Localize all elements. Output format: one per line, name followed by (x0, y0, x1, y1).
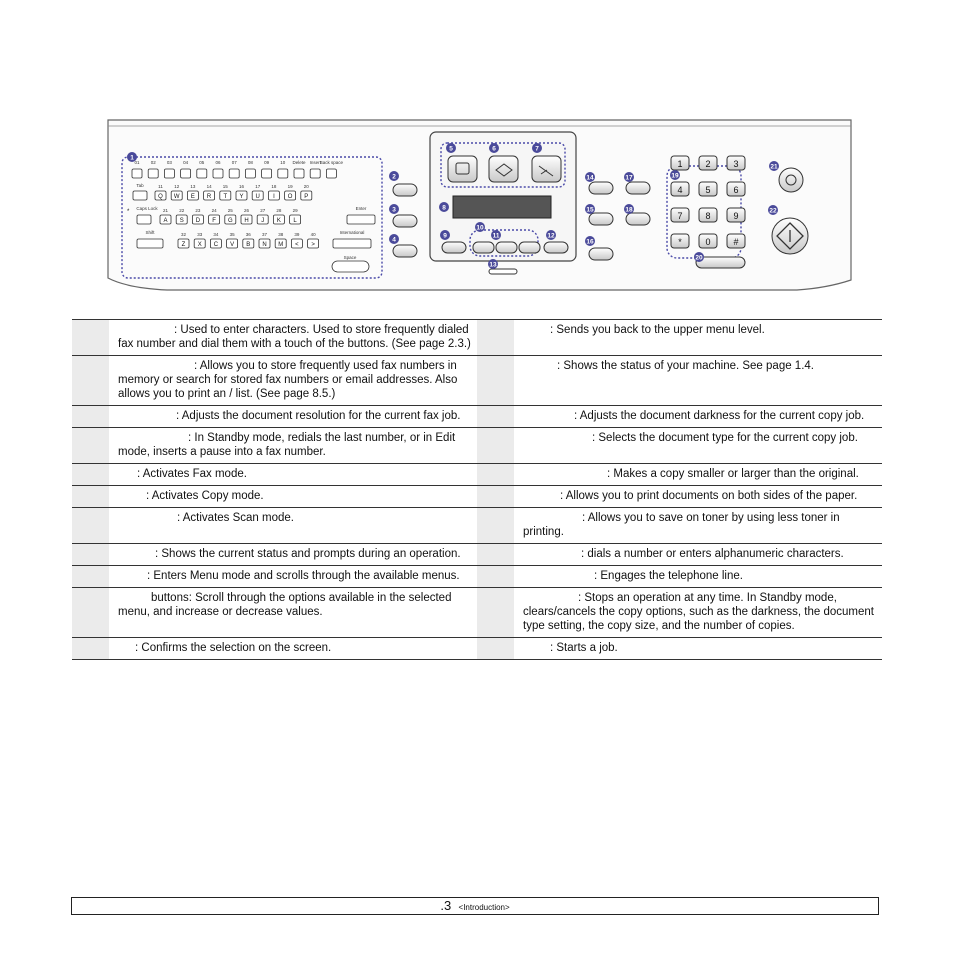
number-cell (72, 464, 109, 486)
description-cell (109, 486, 477, 508)
svg-text:B: B (246, 242, 251, 248)
svg-text:6: 6 (733, 185, 739, 195)
description-text: : Allows you to store frequently used fax numbers in memory or search for stored fax numbers or email addresses. Also allows you to print an / list. (See page 8.5.) (118, 360, 458, 400)
description-text: : Activates Fax mode. (137, 468, 247, 480)
one-touch-key[interactable] (229, 169, 239, 178)
svg-text:H: H (244, 218, 249, 224)
enter-key[interactable] (347, 215, 375, 224)
fn-key-label: Delete (292, 160, 306, 165)
one-touch-key[interactable] (197, 169, 207, 178)
control-panel-illustration (107, 118, 852, 294)
svg-text:V: V (230, 242, 235, 248)
description-cell (514, 406, 882, 428)
right-arrow-button[interactable] (519, 242, 540, 253)
number-cell (477, 486, 514, 508)
key-i[interactable] (268, 191, 279, 200)
key-y[interactable] (236, 191, 247, 200)
star-mark: * (127, 209, 130, 215)
description-cell (514, 464, 882, 486)
key-q[interactable] (155, 191, 166, 200)
svg-text:T: T (223, 194, 228, 200)
key-<[interactable] (291, 239, 302, 248)
svg-text:1: 1 (130, 154, 134, 162)
key-l[interactable] (290, 215, 301, 224)
description-text: : Shows the status of your machine. See page 1.4. (557, 360, 814, 372)
description-text: : In Standby mode, redials the last number, or in Edit mode, inserts a pause into a fax number. (118, 432, 456, 458)
number-cell (72, 638, 109, 660)
description-text: : Stops an operation at any time. In Standby mode, clears/cancels the copy options, such as the darkness, the document type setting, the copy size, and the number of copies. (523, 592, 874, 632)
shift-label: Shift (145, 230, 155, 235)
left-arrow-button[interactable] (473, 242, 494, 253)
space-key[interactable] (332, 261, 369, 272)
description-cell (514, 428, 882, 464)
svg-text:A: A (163, 218, 168, 224)
resolution-button[interactable] (393, 215, 417, 227)
number-cell (477, 544, 514, 566)
description-text: : Starts a job. (550, 642, 618, 654)
description-row (72, 638, 882, 660)
one-touch-key[interactable] (294, 169, 304, 178)
key-n[interactable] (259, 239, 270, 248)
callout-8 (439, 202, 449, 212)
keypad-key-7[interactable] (671, 208, 689, 222)
svg-text:J: J (261, 218, 265, 224)
key-number-label: 12 (174, 184, 180, 189)
callout-7 (532, 143, 542, 153)
back-button[interactable] (544, 242, 568, 253)
key-number-label: 23 (195, 208, 201, 213)
description-row (72, 544, 882, 566)
one-touch-key[interactable] (132, 169, 142, 178)
fn-key-label: Back space (319, 160, 344, 165)
callout-15 (585, 204, 595, 214)
fn-key-label: 05 (199, 160, 205, 165)
key-number-label: 16 (238, 184, 245, 189)
description-cell (109, 406, 477, 428)
svg-text:Q: Q (158, 194, 163, 200)
key-number-label: 36 (245, 232, 251, 237)
status-led (489, 269, 517, 274)
description-cell (514, 544, 882, 566)
duplex-button[interactable] (626, 213, 650, 225)
key-b[interactable] (243, 239, 254, 248)
caps-lock-label: Caps Lock (136, 206, 158, 211)
svg-text:R: R (206, 194, 212, 200)
description-cell (514, 566, 882, 588)
description-cell (109, 544, 477, 566)
svg-text:22: 22 (769, 207, 777, 215)
toner-save-button[interactable] (589, 248, 613, 260)
svg-text:*: * (678, 237, 682, 247)
fn-key-label: 02 (150, 160, 156, 165)
description-text: : Makes a copy smaller or larger than the original. (607, 468, 859, 480)
key-number-label: 14 (206, 184, 212, 189)
keypad-key-2[interactable] (699, 156, 717, 170)
fn-key-label: 08 (247, 160, 253, 165)
svg-text:D: D (195, 218, 201, 224)
svg-text:<: < (295, 242, 299, 248)
callout-2 (389, 171, 399, 181)
svg-text:9: 9 (443, 232, 447, 240)
callout-16 (585, 236, 595, 246)
caps-lock-key[interactable] (137, 215, 151, 224)
svg-text:E: E (190, 194, 195, 200)
number-cell (477, 428, 514, 464)
svg-text:4: 4 (392, 236, 396, 244)
description-row (72, 356, 882, 406)
description-cell (109, 638, 477, 660)
callout-12 (546, 230, 556, 240)
description-text: buttons: Scroll through the options available in the selected menu, and increase or decrease values. (118, 592, 452, 618)
reduce-enlarge-button[interactable] (589, 213, 613, 225)
key-number-label: 22 (179, 208, 185, 213)
key-number-label: 27 (260, 208, 266, 213)
key-a[interactable] (160, 215, 171, 224)
key-number-label: 32 (180, 232, 187, 237)
callout-3 (389, 204, 399, 214)
original-type-button[interactable] (626, 182, 650, 194)
callout-13 (488, 259, 498, 269)
key-number-label: 38 (278, 232, 284, 237)
keypad-key-6[interactable] (727, 182, 745, 196)
key-number-label: 19 (287, 184, 293, 189)
page-number: .3 (440, 898, 452, 913)
callout-9 (440, 230, 450, 240)
svg-text:W: W (173, 194, 180, 200)
key-p[interactable] (301, 191, 312, 200)
description-row (72, 406, 882, 428)
svg-text:M: M (278, 242, 284, 248)
keypad-key-9[interactable] (727, 208, 745, 222)
number-cell (477, 464, 514, 486)
svg-text:3: 3 (733, 159, 739, 169)
svg-text:20: 20 (695, 254, 703, 262)
key-x[interactable] (194, 239, 205, 248)
svg-text:L: L (293, 218, 297, 224)
tab-label: Tab (136, 183, 144, 188)
key-e[interactable] (187, 191, 198, 200)
international-key[interactable] (333, 239, 371, 248)
key-u[interactable] (252, 191, 263, 200)
keypad-key-3[interactable] (727, 156, 745, 170)
key-number-label: 18 (271, 184, 277, 189)
left-function-buttons (393, 184, 417, 257)
callout-10 (475, 222, 485, 232)
svg-text:12: 12 (547, 232, 555, 240)
key-number-label: 35 (229, 232, 235, 237)
svg-text:19: 19 (671, 172, 679, 180)
svg-text:21: 21 (770, 163, 778, 171)
svg-text:7: 7 (677, 211, 683, 221)
svg-text:7: 7 (535, 145, 539, 153)
number-cell (72, 508, 109, 544)
description-cell (109, 588, 477, 638)
stop-clear-button[interactable] (779, 168, 803, 192)
key-number-label: 13 (190, 184, 196, 189)
number-cell (72, 320, 109, 356)
fn-key-label: 07 (231, 160, 237, 165)
one-touch-key[interactable] (245, 169, 255, 178)
svg-text:5: 5 (449, 145, 453, 153)
address-book-button[interactable] (393, 184, 417, 196)
svg-text:C: C (213, 242, 219, 248)
svg-text:13: 13 (489, 261, 497, 269)
description-text: : Shows the current status and prompts during an operation. (155, 548, 461, 560)
svg-text:1: 1 (677, 159, 683, 169)
description-cell (514, 320, 882, 356)
callout-5 (446, 143, 456, 153)
key-number-label: 17 (255, 184, 261, 189)
one-touch-key[interactable] (262, 169, 272, 178)
description-cell (109, 566, 477, 588)
callout-1 (127, 152, 137, 162)
callout-21 (769, 161, 779, 171)
tab-key[interactable] (133, 191, 147, 200)
svg-text:F: F (212, 218, 216, 224)
description-row (72, 588, 882, 638)
enter-label: Enter (355, 206, 367, 211)
svg-text:17: 17 (625, 174, 633, 182)
svg-text:Z: Z (181, 242, 186, 248)
svg-text:N: N (262, 242, 267, 248)
one-touch-key[interactable] (213, 169, 223, 178)
description-row (72, 464, 882, 486)
description-text: : Engages the telephone line. (594, 570, 743, 582)
copy-mode-button[interactable] (489, 156, 518, 182)
key-j[interactable] (257, 215, 268, 224)
key-number-label: 11 (158, 184, 163, 189)
description-cell (514, 508, 882, 544)
svg-text:10: 10 (476, 224, 484, 232)
svg-text:15: 15 (586, 206, 594, 214)
number-cell (477, 356, 514, 406)
number-cell (477, 638, 514, 660)
keypad-key-1[interactable] (671, 156, 689, 170)
svg-text:S: S (179, 218, 184, 224)
menu-button[interactable] (442, 242, 466, 253)
keypad-key-4[interactable] (671, 182, 689, 196)
key-number-label: 15 (222, 184, 228, 189)
description-text: : Allows you to save on toner by using less toner in printing. (523, 512, 840, 538)
callout-14 (585, 172, 595, 182)
number-cell (72, 566, 109, 588)
key-number-label: 33 (197, 232, 203, 237)
keypad-key-hash[interactable] (727, 234, 745, 248)
key->[interactable] (308, 239, 319, 248)
description-text: : dials a number or enters alphanumeric characters. (581, 548, 844, 560)
number-cell (477, 508, 514, 544)
key-number-label: 34 (213, 232, 219, 237)
key-number-label: 20 (303, 184, 309, 189)
key-f[interactable] (209, 215, 220, 224)
svg-text:8: 8 (705, 211, 711, 221)
callout-18 (624, 204, 634, 214)
ok-button[interactable] (496, 242, 517, 253)
svg-text:I: I (273, 194, 275, 200)
key-number-label: 37 (261, 232, 268, 237)
description-row (72, 508, 882, 544)
description-cell (514, 588, 882, 638)
key-w[interactable] (171, 191, 182, 200)
svg-text:3: 3 (392, 206, 396, 214)
key-number-label: 28 (276, 208, 282, 213)
number-cell (72, 486, 109, 508)
number-cell (477, 406, 514, 428)
svg-text:2: 2 (392, 173, 396, 181)
key-z[interactable] (178, 239, 189, 248)
svg-text:K: K (276, 218, 281, 224)
description-text: : Activates Copy mode. (146, 490, 264, 502)
key-d[interactable] (192, 215, 203, 224)
international-label: International (339, 230, 365, 235)
number-cell (72, 356, 109, 406)
one-touch-key[interactable] (310, 169, 320, 178)
fn-key-label: Insert (309, 160, 321, 165)
description-text: : Adjusts the document darkness for the current copy job. (574, 410, 865, 422)
key-number-label: 24 (211, 208, 217, 213)
description-text: : Allows you to print documents on both sides of the paper. (560, 490, 858, 502)
svg-text:5: 5 (705, 185, 711, 195)
description-cell (109, 428, 477, 464)
start-button[interactable] (772, 218, 808, 254)
description-row (72, 566, 882, 588)
keypad-key-0[interactable] (699, 234, 717, 248)
fn-key-label: 06 (215, 160, 221, 165)
description-row (72, 320, 882, 356)
svg-text:11: 11 (492, 232, 500, 240)
description-text: : Activates Scan mode. (177, 512, 294, 524)
svg-text:U: U (255, 194, 260, 200)
callout-22 (768, 205, 778, 215)
svg-text:16: 16 (586, 238, 594, 246)
button-descriptions-table (72, 319, 882, 660)
keypad-key-5[interactable] (699, 182, 717, 196)
number-cell (72, 544, 109, 566)
one-touch-key[interactable] (148, 169, 158, 178)
number-cell (477, 320, 514, 356)
redial-pause-button[interactable] (393, 245, 417, 257)
key-number-label: 39 (294, 232, 300, 237)
number-cell (72, 428, 109, 464)
key-number-label: 25 (227, 208, 233, 213)
callout-11 (491, 230, 501, 240)
key-c[interactable] (210, 239, 221, 248)
number-cell (477, 566, 514, 588)
key-number-label: 26 (243, 208, 250, 213)
key-g[interactable] (225, 215, 236, 224)
one-touch-key[interactable] (181, 169, 191, 178)
fn-key-label: 10 (280, 160, 286, 165)
svg-text:9: 9 (733, 211, 739, 221)
key-k[interactable] (273, 215, 284, 224)
key-h[interactable] (241, 215, 252, 224)
description-cell (109, 356, 477, 406)
page-footer (71, 897, 879, 915)
fn-key-label: 01 (134, 160, 140, 165)
svg-text:0: 0 (705, 237, 711, 247)
description-cell (109, 320, 477, 356)
description-text: : Sends you back to the upper menu level. (550, 324, 765, 336)
svg-text:2: 2 (705, 159, 711, 169)
fn-key-label: 03 (166, 160, 172, 165)
description-cell (109, 464, 477, 486)
number-cell (477, 588, 514, 638)
description-cell (109, 508, 477, 544)
svg-text:G: G (227, 218, 233, 224)
shift-key[interactable] (137, 239, 163, 248)
key-m[interactable] (275, 239, 286, 248)
description-text: : Enters Menu mode and scrolls through the available menus. (147, 570, 460, 582)
svg-text:>: > (311, 242, 315, 248)
space-label: Space (343, 255, 357, 260)
callout-17 (624, 172, 634, 182)
svg-text:18: 18 (625, 206, 633, 214)
number-cell (72, 588, 109, 638)
display-screen (453, 196, 551, 218)
callout-6 (489, 143, 499, 153)
keypad-key-star[interactable] (671, 234, 689, 248)
callout-19 (670, 170, 680, 180)
description-text: : Adjusts the document resolution for the current fax job. (176, 410, 461, 422)
svg-text:8: 8 (442, 204, 446, 212)
description-cell (514, 486, 882, 508)
key-number-label: 21 (162, 208, 169, 213)
svg-text:6: 6 (492, 145, 496, 153)
fax-mode-button[interactable] (448, 156, 477, 182)
darkness-button[interactable] (589, 182, 613, 194)
svg-text:4: 4 (677, 185, 683, 195)
svg-text:P: P (304, 194, 309, 200)
key-v[interactable] (227, 239, 238, 248)
svg-text:#: # (733, 237, 739, 247)
section-name: <Introduction> (458, 903, 510, 912)
keypad-key-8[interactable] (699, 208, 717, 222)
svg-text:14: 14 (586, 174, 594, 182)
one-touch-key[interactable] (278, 169, 288, 178)
key-number-label: 29 (292, 208, 298, 213)
one-touch-key[interactable] (326, 169, 336, 178)
fn-key-label: 04 (183, 160, 189, 165)
description-cell (514, 638, 882, 660)
key-number-label: 40 (310, 232, 316, 237)
fn-key-label: 09 (264, 160, 270, 165)
description-row (72, 486, 882, 508)
description-text: : Used to enter characters. Used to store frequently dialed fax number and dial them with a touch of the buttons. (See page 2.3.) (118, 324, 471, 350)
callout-4 (389, 234, 399, 244)
svg-text:X: X (197, 242, 202, 248)
callout-20 (694, 252, 704, 262)
key-o[interactable] (285, 191, 296, 200)
key-t[interactable] (220, 191, 231, 200)
description-cell (514, 356, 882, 406)
number-cell (72, 406, 109, 428)
svg-text:Y: Y (239, 194, 244, 200)
description-text: : Confirms the selection on the screen. (135, 642, 332, 654)
key-s[interactable] (176, 215, 187, 224)
scan-mode-button[interactable] (532, 156, 561, 182)
one-touch-key[interactable] (164, 169, 174, 178)
description-row (72, 428, 882, 464)
key-r[interactable] (204, 191, 215, 200)
svg-text:O: O (287, 194, 293, 200)
description-text: : Selects the document type for the current copy job. (592, 432, 858, 444)
